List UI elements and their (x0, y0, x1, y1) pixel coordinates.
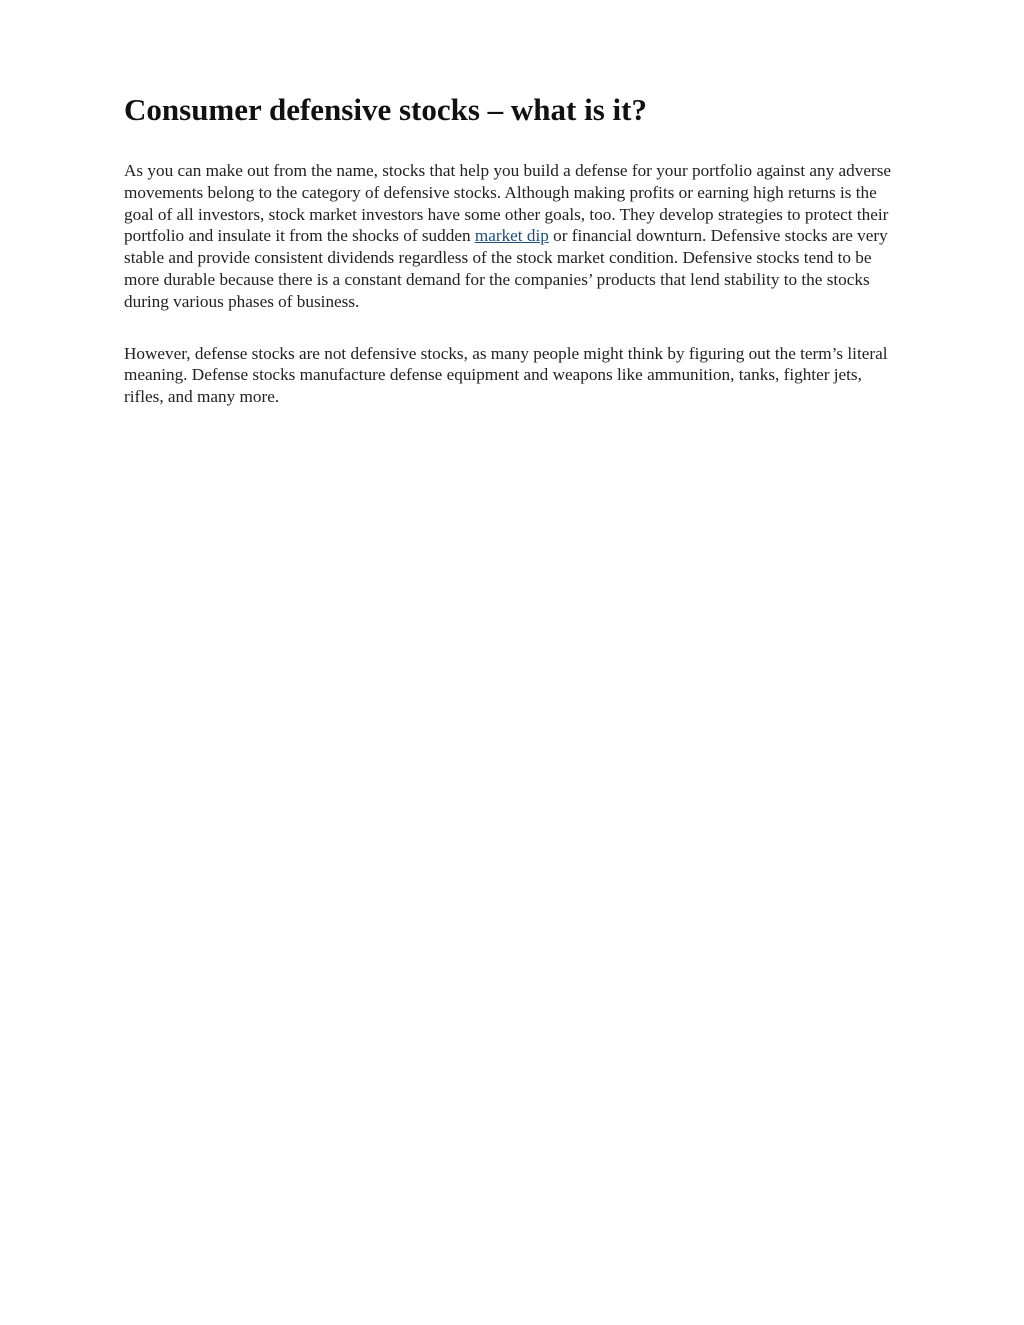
paragraph-1 (124, 160, 900, 313)
paragraph-1-text-before-link: As you can make out from the name, stocks that help you build a defense for your portfolio against any adverse movements belong to the category of defensive stocks. Although making profits or earning high returns is the goal of all investors, stock market investors have some other goals, too. They develop strategies to protect their portfolio and insulate it from the shocks of sudden (124, 161, 892, 246)
paragraph-2: However, defense stocks are not defensive stocks, as many people might think by figuring out the term’s literal meaning. Defense stocks manufacture defense equipment and weapons like ammunition, tanks, fighter jets, rifles, and many more. (124, 343, 888, 407)
document-page (124, 88, 900, 408)
market-dip-link[interactable]: market dip (474, 226, 549, 246)
paragraph-1-text-after-link: or financial downturn. Defensive stocks are very stable and provide consistent dividends regardless of the stock market condition. Defensive stocks tend to be more durable because there is a constant demand for the companies’ products that lend stability to the stocks during various phases of business. (124, 226, 888, 311)
page-title: Consumer defensive stocks – what is it? (124, 92, 647, 127)
